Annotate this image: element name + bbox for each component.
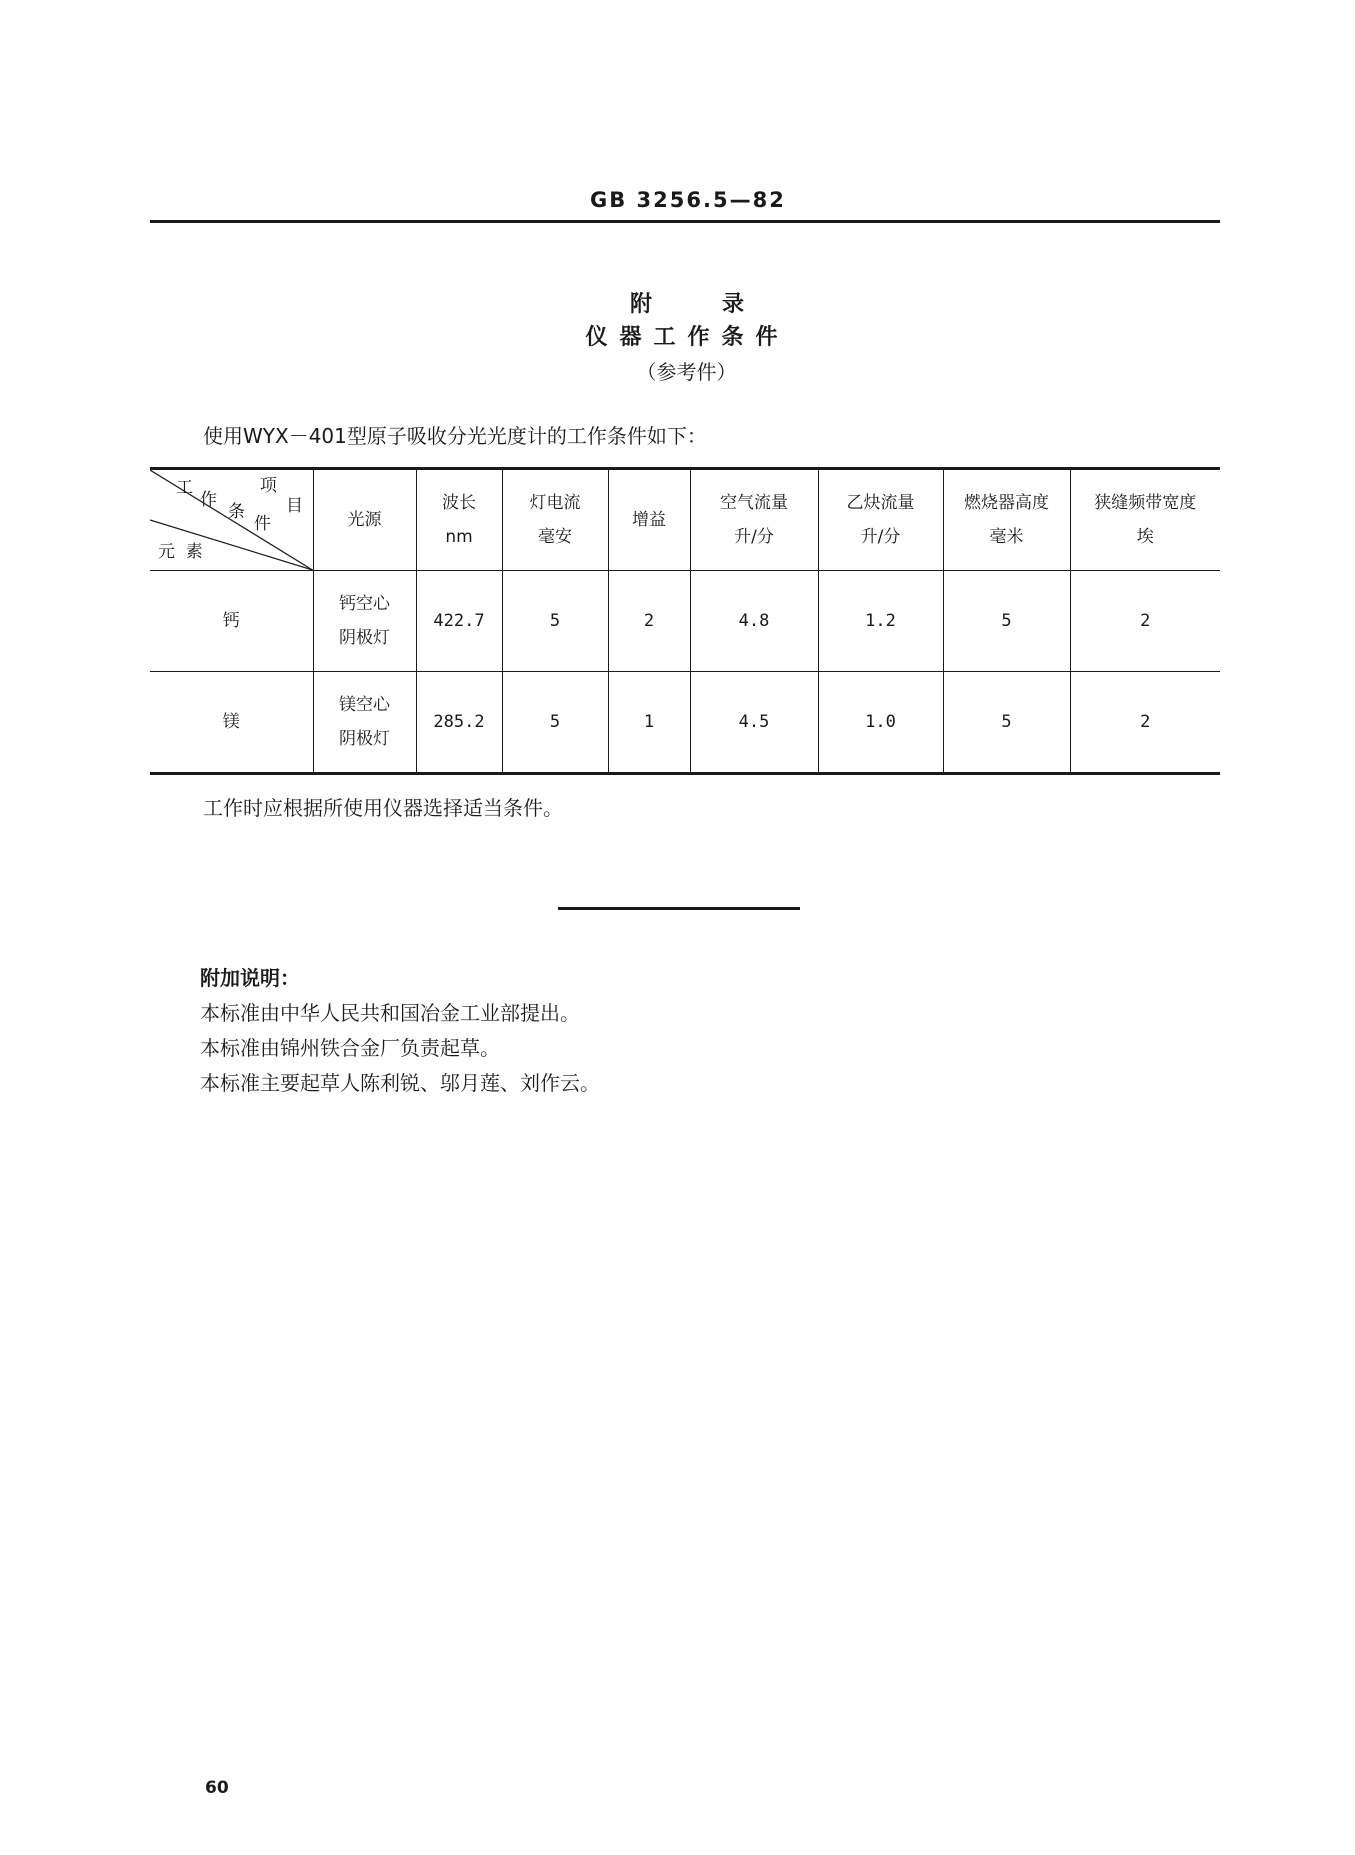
- cell-current: 5: [502, 571, 608, 672]
- header-burner-height: 燃烧器高度 毫米: [943, 469, 1070, 571]
- appendix-label-a: 附: [630, 292, 653, 317]
- appendix-subtitle: （参考件）: [636, 360, 737, 384]
- cell-air-flow: 4.5: [690, 672, 818, 774]
- appendix-label-b: 录: [722, 292, 745, 317]
- corner-item: 项: [260, 476, 277, 496]
- corner-tiao: 条: [228, 502, 245, 522]
- header-slit-width: 狭缝频带宽度 埃: [1070, 469, 1220, 571]
- header-current: 灯电流 毫安: [502, 469, 608, 571]
- appendix-title: 仪器工作条件: [585, 325, 790, 350]
- header-acetylene-flow: 乙炔流量 升/分: [818, 469, 943, 571]
- corner-mu: 目: [286, 496, 303, 516]
- cell-slit-width: 2: [1070, 571, 1220, 672]
- header-rule: [150, 220, 1220, 223]
- cell-current: 5: [502, 672, 608, 774]
- cell-acetylene-flow: 1.2: [818, 571, 943, 672]
- cell-element: 钙: [150, 571, 313, 672]
- working-conditions-table: [150, 467, 1220, 775]
- page-number: 60: [205, 1778, 229, 1798]
- intro-text: 使用WYX－401型原子吸收分光光度计的工作条件如下：: [203, 424, 707, 448]
- cell-wavelength: 422.7: [416, 571, 502, 672]
- additional-note-line: 本标准由锦州铁合金厂负责起草。: [200, 1036, 500, 1060]
- cell-element: 镁: [150, 672, 313, 774]
- note-text: 工作时应根据所使用仪器选择适当条件。: [203, 796, 563, 820]
- corner-jian: 件: [254, 514, 271, 534]
- standard-number: GB 3256.5—82: [590, 188, 786, 212]
- table-header-row: [150, 469, 1220, 571]
- additional-notes-heading: 附加说明：: [200, 966, 300, 990]
- corner-element: 元 素: [158, 542, 203, 562]
- header-lamp: 光源: [313, 469, 416, 571]
- appendix-label: [630, 287, 744, 318]
- cell-burner-height: 5: [943, 672, 1070, 774]
- section-divider: [558, 907, 800, 910]
- cell-acetylene-flow: 1.0: [818, 672, 943, 774]
- additional-note-line: 本标准主要起草人陈利锐、邬月莲、刘作云。: [200, 1071, 600, 1095]
- corner-zuo: 作: [200, 490, 217, 510]
- cell-lamp: 镁空心 阴极灯: [313, 672, 416, 774]
- header-gain: 增益: [608, 469, 690, 571]
- cell-gain: 2: [608, 571, 690, 672]
- cell-wavelength: 285.2: [416, 672, 502, 774]
- cell-burner-height: 5: [943, 571, 1070, 672]
- cell-gain: 1: [608, 672, 690, 774]
- cell-air-flow: 4.8: [690, 571, 818, 672]
- header-wavelength: 波长 nm: [416, 469, 502, 571]
- table-row: [150, 571, 1220, 672]
- corner-gong: 工: [176, 478, 193, 498]
- corner-diagonal-cell: [150, 469, 313, 571]
- additional-note-line: 本标准由中华人民共和国冶金工业部提出。: [200, 1001, 580, 1025]
- header-air-flow: 空气流量 升/分: [690, 469, 818, 571]
- cell-lamp: 钙空心 阴极灯: [313, 571, 416, 672]
- cell-slit-width: 2: [1070, 672, 1220, 774]
- table-row: [150, 672, 1220, 774]
